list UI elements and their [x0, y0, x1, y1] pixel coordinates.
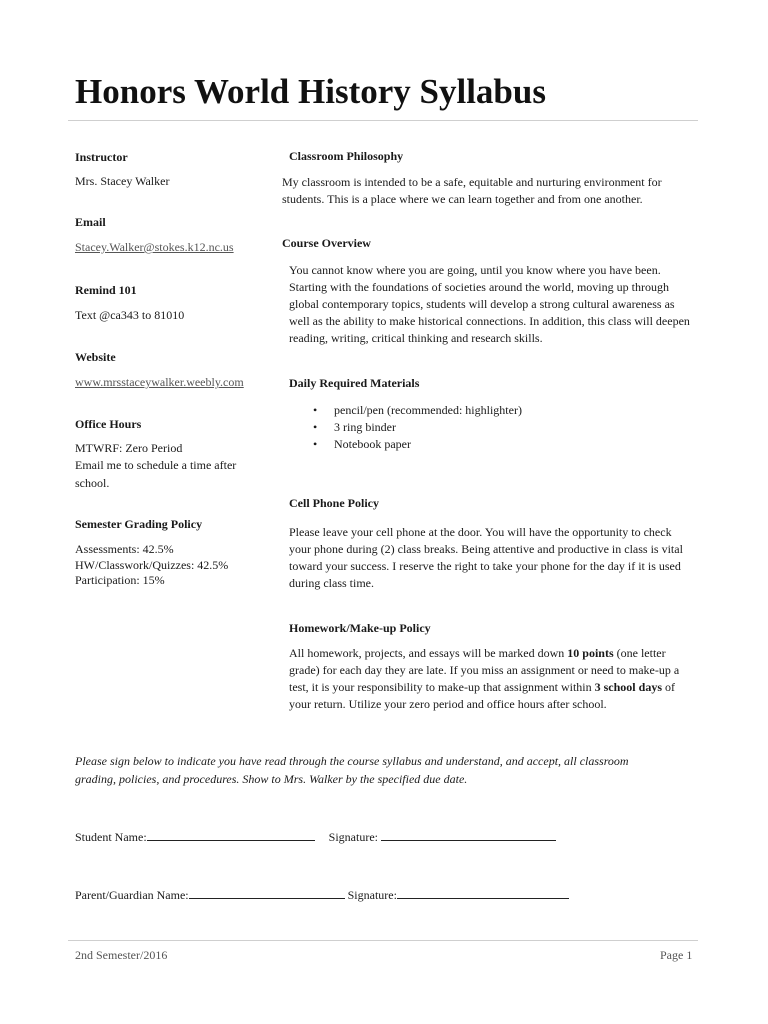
email-label: Email [75, 215, 106, 229]
overview-heading: Course Overview [282, 236, 371, 250]
website-label: Website [75, 350, 116, 364]
grading-line: Assessments: 42.5% [75, 542, 174, 556]
student-signature-line[interactable] [381, 829, 556, 841]
parent-name-line[interactable] [189, 887, 345, 899]
philosophy-heading: Classroom Philosophy [289, 149, 404, 163]
homework-text-part: (one letter grade) for each day they are late. If you miss an assignment or need to make-up a test, it is your responsibility to make-up that assignment within [289, 646, 680, 694]
list-item: • pencil/pen (recommended: highlighter) [313, 402, 522, 419]
overview-text [289, 262, 694, 347]
grading-line: Participation: 15% [75, 573, 165, 587]
homework-text-part: of your return. Utilize your zero period and office hours after school. [289, 680, 675, 711]
title-divider [68, 120, 698, 121]
materials-list [313, 402, 522, 453]
grading-label: Semester Grading Policy [75, 517, 203, 531]
grading-line: HW/Classwork/Quizzes: 42.5% [75, 558, 229, 572]
signoff-instructions: Please sign below to indicate you have read through the course syllabus and understand, and accept, all classroom grading, policies, and procedures. Show to Mrs. Walker by the specified due date. [75, 754, 629, 786]
page-number: Page 1 [660, 948, 693, 962]
philosophy-paragraph: My classroom is intended to be a safe, equitable and nurturing environment for students. This is a place where we can learn together and from one another. [282, 175, 662, 206]
parent-name-label: Parent/Guardian Name: [75, 888, 189, 902]
materials-heading: Daily Required Materials [289, 376, 420, 390]
student-name-line[interactable] [147, 829, 315, 841]
cellphone-text [289, 524, 691, 592]
signature-label: Signature: [328, 830, 381, 844]
late-penalty-emphasis: 10 points [567, 646, 614, 660]
office-hours-line: MTWRF: Zero Period [75, 441, 183, 455]
office-hours-line: school. [75, 476, 110, 490]
office-hours-line: Email me to schedule a time after [75, 458, 237, 472]
homework-paragraph [289, 645, 693, 713]
makeup-window-emphasis: 3 school days [594, 680, 662, 694]
remind-code: Text @ca343 to 81010 [75, 308, 185, 322]
page-title: Honors World History Syllabus [75, 72, 546, 111]
footer-divider [68, 940, 698, 941]
homework-text-part: All homework, projects, and essays will be marked down [289, 646, 568, 660]
list-item: • 3 ring binder [313, 419, 522, 436]
footer-semester: 2nd Semester/2016 [75, 948, 168, 962]
cellphone-paragraph: Please leave your cell phone at the door. You will have the opportunity to check your phone during (2) class breaks. Being attentive and productive in class is vital toward your success. I reserve the right to take your phone for the day if it is used during class time. [289, 525, 683, 590]
remind-label: Remind 101 [75, 283, 137, 297]
parent-signature-row [75, 887, 569, 903]
parent-signature-line[interactable] [397, 887, 569, 899]
signature-label: Signature: [347, 888, 397, 902]
instructor-label: Instructor [75, 150, 128, 164]
website-link[interactable]: www.mrsstaceywalker.weebly.com [75, 375, 244, 389]
student-signature-row [75, 829, 556, 845]
homework-text [289, 645, 693, 713]
philosophy-text [282, 174, 682, 208]
overview-paragraph: You cannot know where you are going, until you know where you have been. Starting with the foundations of societies around the world, moving up through global contemporary topics, students will develop a strong cultural awareness as well as the ability to make historical connections. In addition, this class will deepen reading, writing, critical thinking and research skills. [289, 263, 690, 345]
student-name-label: Student Name: [75, 830, 147, 844]
instructor-name: Mrs. Stacey Walker [75, 174, 170, 188]
cellphone-heading: Cell Phone Policy [289, 496, 379, 510]
list-item: • Notebook paper [313, 436, 522, 453]
homework-heading: Homework/Make-up Policy [289, 621, 431, 635]
email-link[interactable]: Stacey.Walker@stokes.k12.nc.us [75, 240, 234, 254]
office-hours-label: Office Hours [75, 417, 142, 431]
